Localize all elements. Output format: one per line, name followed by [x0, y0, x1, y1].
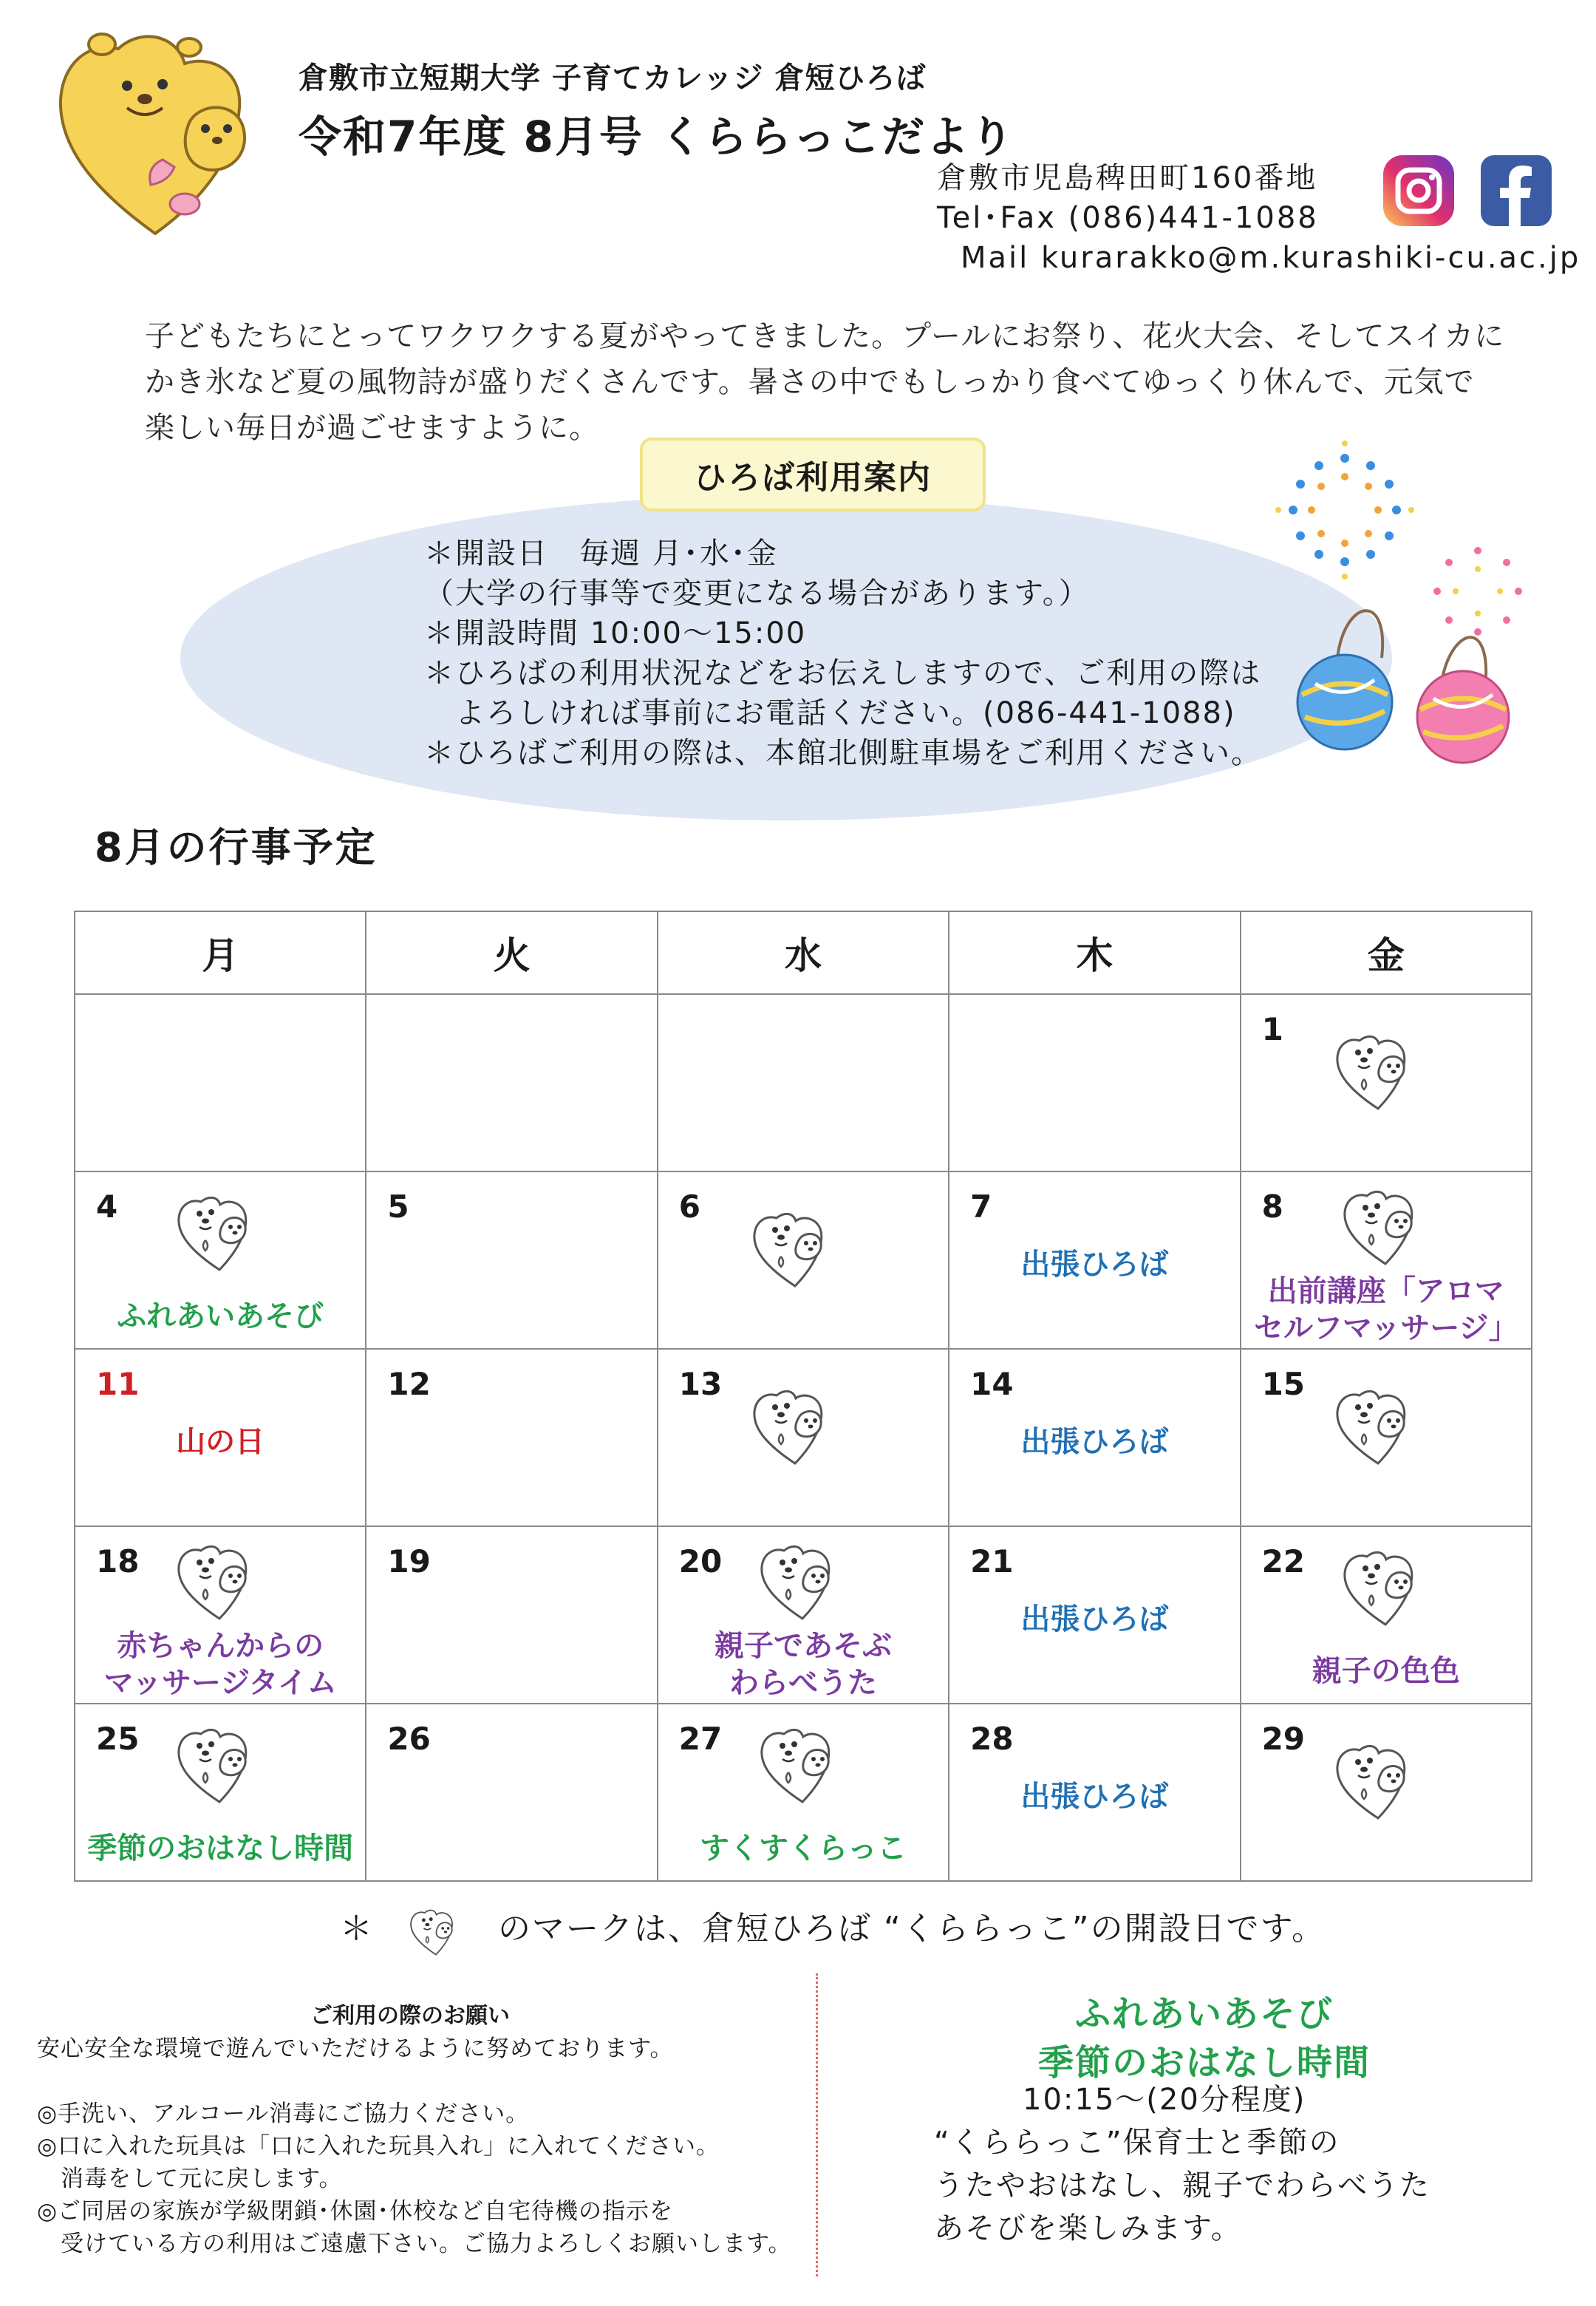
- otter-mark-icon: [1337, 1177, 1433, 1273]
- calendar-day: [949, 1171, 1240, 1349]
- calendar-day: [75, 1704, 366, 1881]
- event-label: 出張ひろば: [1020, 1425, 1169, 1459]
- calendar-day: [658, 1349, 949, 1526]
- day-number: 26: [387, 1721, 431, 1757]
- calendar-week: [75, 1704, 1532, 1881]
- day-number: 22: [1261, 1543, 1306, 1579]
- tel-fax: Tel･Fax (086)441-1088: [937, 201, 1319, 235]
- notes-line: 安心安全な環境で遊んでいただけるように努めております。: [37, 2035, 674, 2062]
- otter-mark-icon: [754, 1715, 850, 1811]
- day-number: 4: [96, 1188, 118, 1225]
- guide-text: [424, 534, 1262, 773]
- otter-mark-icon: [171, 1183, 267, 1279]
- otter-mark-icon: [171, 1715, 267, 1811]
- calendar-day: [658, 1171, 949, 1349]
- event-label: 出張ひろば: [1020, 1780, 1169, 1814]
- calendar-day: [658, 1526, 949, 1704]
- program-text: [934, 2078, 1430, 2250]
- day-number: 28: [970, 1721, 1014, 1757]
- legend: [340, 1901, 1326, 1960]
- calendar-day: [75, 1526, 366, 1704]
- event-label: 山の日: [176, 1425, 265, 1459]
- event-label: 季節のおはなし時間: [87, 1831, 354, 1865]
- day-number: 18: [96, 1543, 140, 1579]
- program-title-2: 季節のおはなし時間: [1037, 2042, 1371, 2084]
- weekday-header: 金: [1241, 911, 1532, 994]
- calendar-day: [366, 1349, 657, 1526]
- day-number: 11: [96, 1366, 140, 1402]
- day-number: 5: [387, 1188, 409, 1225]
- weekday-header: 火: [366, 911, 657, 994]
- program-line: 10:15～(20分程度): [1023, 2083, 1306, 2117]
- calendar-day: [75, 994, 366, 1171]
- calendar-day: [1241, 1704, 1532, 1881]
- intro-line: 子どもたちにとってワクワクする夏がやってきました。プールにお祭り、花火大会、そしてスイカに: [145, 319, 1505, 353]
- weekday-header: 水: [658, 911, 949, 994]
- guide-line: ＊開設時間 10:00～15:00: [424, 616, 807, 650]
- otter-mark-icon: [747, 1199, 843, 1295]
- calendar-day: [75, 1349, 366, 1526]
- guide-title: ひろば利用案内: [640, 438, 986, 511]
- day-number: 15: [1261, 1366, 1306, 1402]
- day-number: 7: [970, 1188, 992, 1225]
- weekday-header: 木: [949, 911, 1240, 994]
- calendar-day: [366, 1704, 657, 1881]
- event-calendar: [74, 911, 1532, 1882]
- day-number: 6: [678, 1188, 701, 1225]
- otter-mark-icon: [1330, 1021, 1426, 1118]
- notes-line: ◎手洗い、アルコール消毒にご協力ください。: [37, 2101, 530, 2127]
- calendar-day: [75, 1171, 366, 1349]
- calendar-day: [366, 1526, 657, 1704]
- day-number: 12: [387, 1366, 431, 1402]
- event-label: すくすくらっこ: [699, 1831, 907, 1865]
- calendar-week: [75, 1171, 1532, 1349]
- otter-mark-icon: [1330, 1731, 1426, 1827]
- intro-line: かき氷など夏の風物詩が盛りだくさんです。暑さの中でもしっかり食べてゆっくり休んで、元気で: [145, 365, 1475, 399]
- calendar-day: [366, 994, 657, 1171]
- notes-line: 受けている方の利用はご遠慮下さい。ご協力よろしくお願いします。: [37, 2231, 792, 2257]
- calendar-day: [1241, 1526, 1532, 1704]
- calendar-day: [949, 1526, 1240, 1704]
- day-number: 14: [970, 1366, 1014, 1402]
- guide-line: よろしければ事前にお電話ください。(086-441-1088): [424, 696, 1236, 730]
- notes-line: 消毒をして元に戻します。: [37, 2166, 343, 2192]
- notes-text: [37, 2033, 792, 2260]
- event-label: 親子であそぶ わらべうた: [714, 1629, 892, 1700]
- guide-line: （大学の行事等で変更になる場合があります。）: [424, 576, 1090, 610]
- otter-mark-icon: [400, 1901, 471, 1960]
- intro-text: [145, 313, 1549, 451]
- column-divider: [816, 1973, 818, 2276]
- day-number: 25: [96, 1721, 140, 1757]
- calendar-day: [658, 1704, 949, 1881]
- calendar-day: [949, 994, 1240, 1171]
- weekday-header: 月: [75, 911, 366, 994]
- notes-line: ◎ご同居の家族が学級閉鎖･休園･休校など自宅待機の指示を: [37, 2198, 674, 2225]
- kurarakko-logo: [44, 19, 288, 241]
- calendar-day: [1241, 1171, 1532, 1349]
- fireworks-illustration: [1256, 436, 1552, 776]
- otter-mark-icon: [1330, 1376, 1426, 1472]
- program-title-1: ふれあいあそび: [1074, 1993, 1334, 2035]
- calendar-week: [75, 1349, 1532, 1526]
- program-line: あそびを楽しみます。: [934, 2211, 1242, 2245]
- calendar-week: [75, 994, 1532, 1171]
- event-label: 出張ひろば: [1020, 1248, 1169, 1282]
- notes-line: ◎口に入れた玩具は「口に入れた玩具入れ」に入れてください。: [37, 2133, 720, 2160]
- program-line: “くららっこ”保育士と季節の: [934, 2126, 1340, 2160]
- day-number: 8: [1261, 1188, 1283, 1225]
- program-line: うたやおはなし、親子でわらべうた: [934, 2169, 1430, 2203]
- calendar-day: [366, 1171, 657, 1349]
- event-label: 親子の色色: [1312, 1654, 1460, 1688]
- day-number: 27: [678, 1721, 723, 1757]
- events-heading: 8月の行事予定: [95, 824, 378, 871]
- day-number: 13: [678, 1366, 723, 1402]
- otter-mark-icon: [1337, 1537, 1433, 1633]
- facebook-icon[interactable]: [1478, 152, 1555, 229]
- calendar-day: [658, 994, 949, 1171]
- calendar-day: [949, 1704, 1240, 1881]
- guide-line: ＊ひろばご利用の際は、本館北側駐車場をご利用ください。: [424, 736, 1262, 770]
- calendar-day: [949, 1349, 1240, 1526]
- organization-name: 倉敷市立短期大学 子育てカレッジ 倉短ひろば: [299, 61, 927, 95]
- newsletter-title: 令和7年度 8月号 くららっこだより: [299, 112, 1015, 162]
- otter-mark-icon: [747, 1376, 843, 1472]
- day-number: 1: [1261, 1011, 1283, 1047]
- day-number: 29: [1261, 1721, 1306, 1757]
- event-label: 出前講座「アロマ セルフマッサージ」: [1253, 1274, 1518, 1345]
- day-number: 19: [387, 1543, 431, 1579]
- event-label: 赤ちゃんからの マッサージタイム: [103, 1629, 337, 1700]
- address: 倉敷市児島稗田町160番地: [937, 161, 1318, 195]
- intro-line: 楽しい毎日が過ごせますように。: [145, 411, 599, 445]
- calendar-day: [1241, 1349, 1532, 1526]
- otter-mark-icon: [754, 1531, 850, 1628]
- event-label: ふれあいあそび: [117, 1299, 324, 1333]
- event-label: 出張ひろば: [1020, 1602, 1169, 1636]
- notes-line: [37, 2065, 792, 2098]
- mail: Mail kurarakko@m.kurashiki-cu.ac.jp: [961, 241, 1581, 275]
- legend-prefix: ＊: [340, 1910, 374, 1948]
- guide-line: ＊開設日 毎週 月･水･金: [424, 537, 778, 571]
- legend-text: のマークは、倉短ひろば “くららっこ”の開設日です。: [498, 1910, 1326, 1948]
- day-number: 21: [970, 1543, 1014, 1579]
- day-number: 20: [678, 1543, 723, 1579]
- instagram-icon[interactable]: [1380, 152, 1457, 229]
- calendar-day: [1241, 994, 1532, 1171]
- calendar-week: [75, 1526, 1532, 1704]
- otter-mark-icon: [171, 1531, 267, 1628]
- guide-line: ＊ひろばの利用状況などをお伝えしますので、ご利用の際は: [424, 656, 1262, 690]
- notes-heading: ご利用の際のお願い: [310, 2003, 510, 2029]
